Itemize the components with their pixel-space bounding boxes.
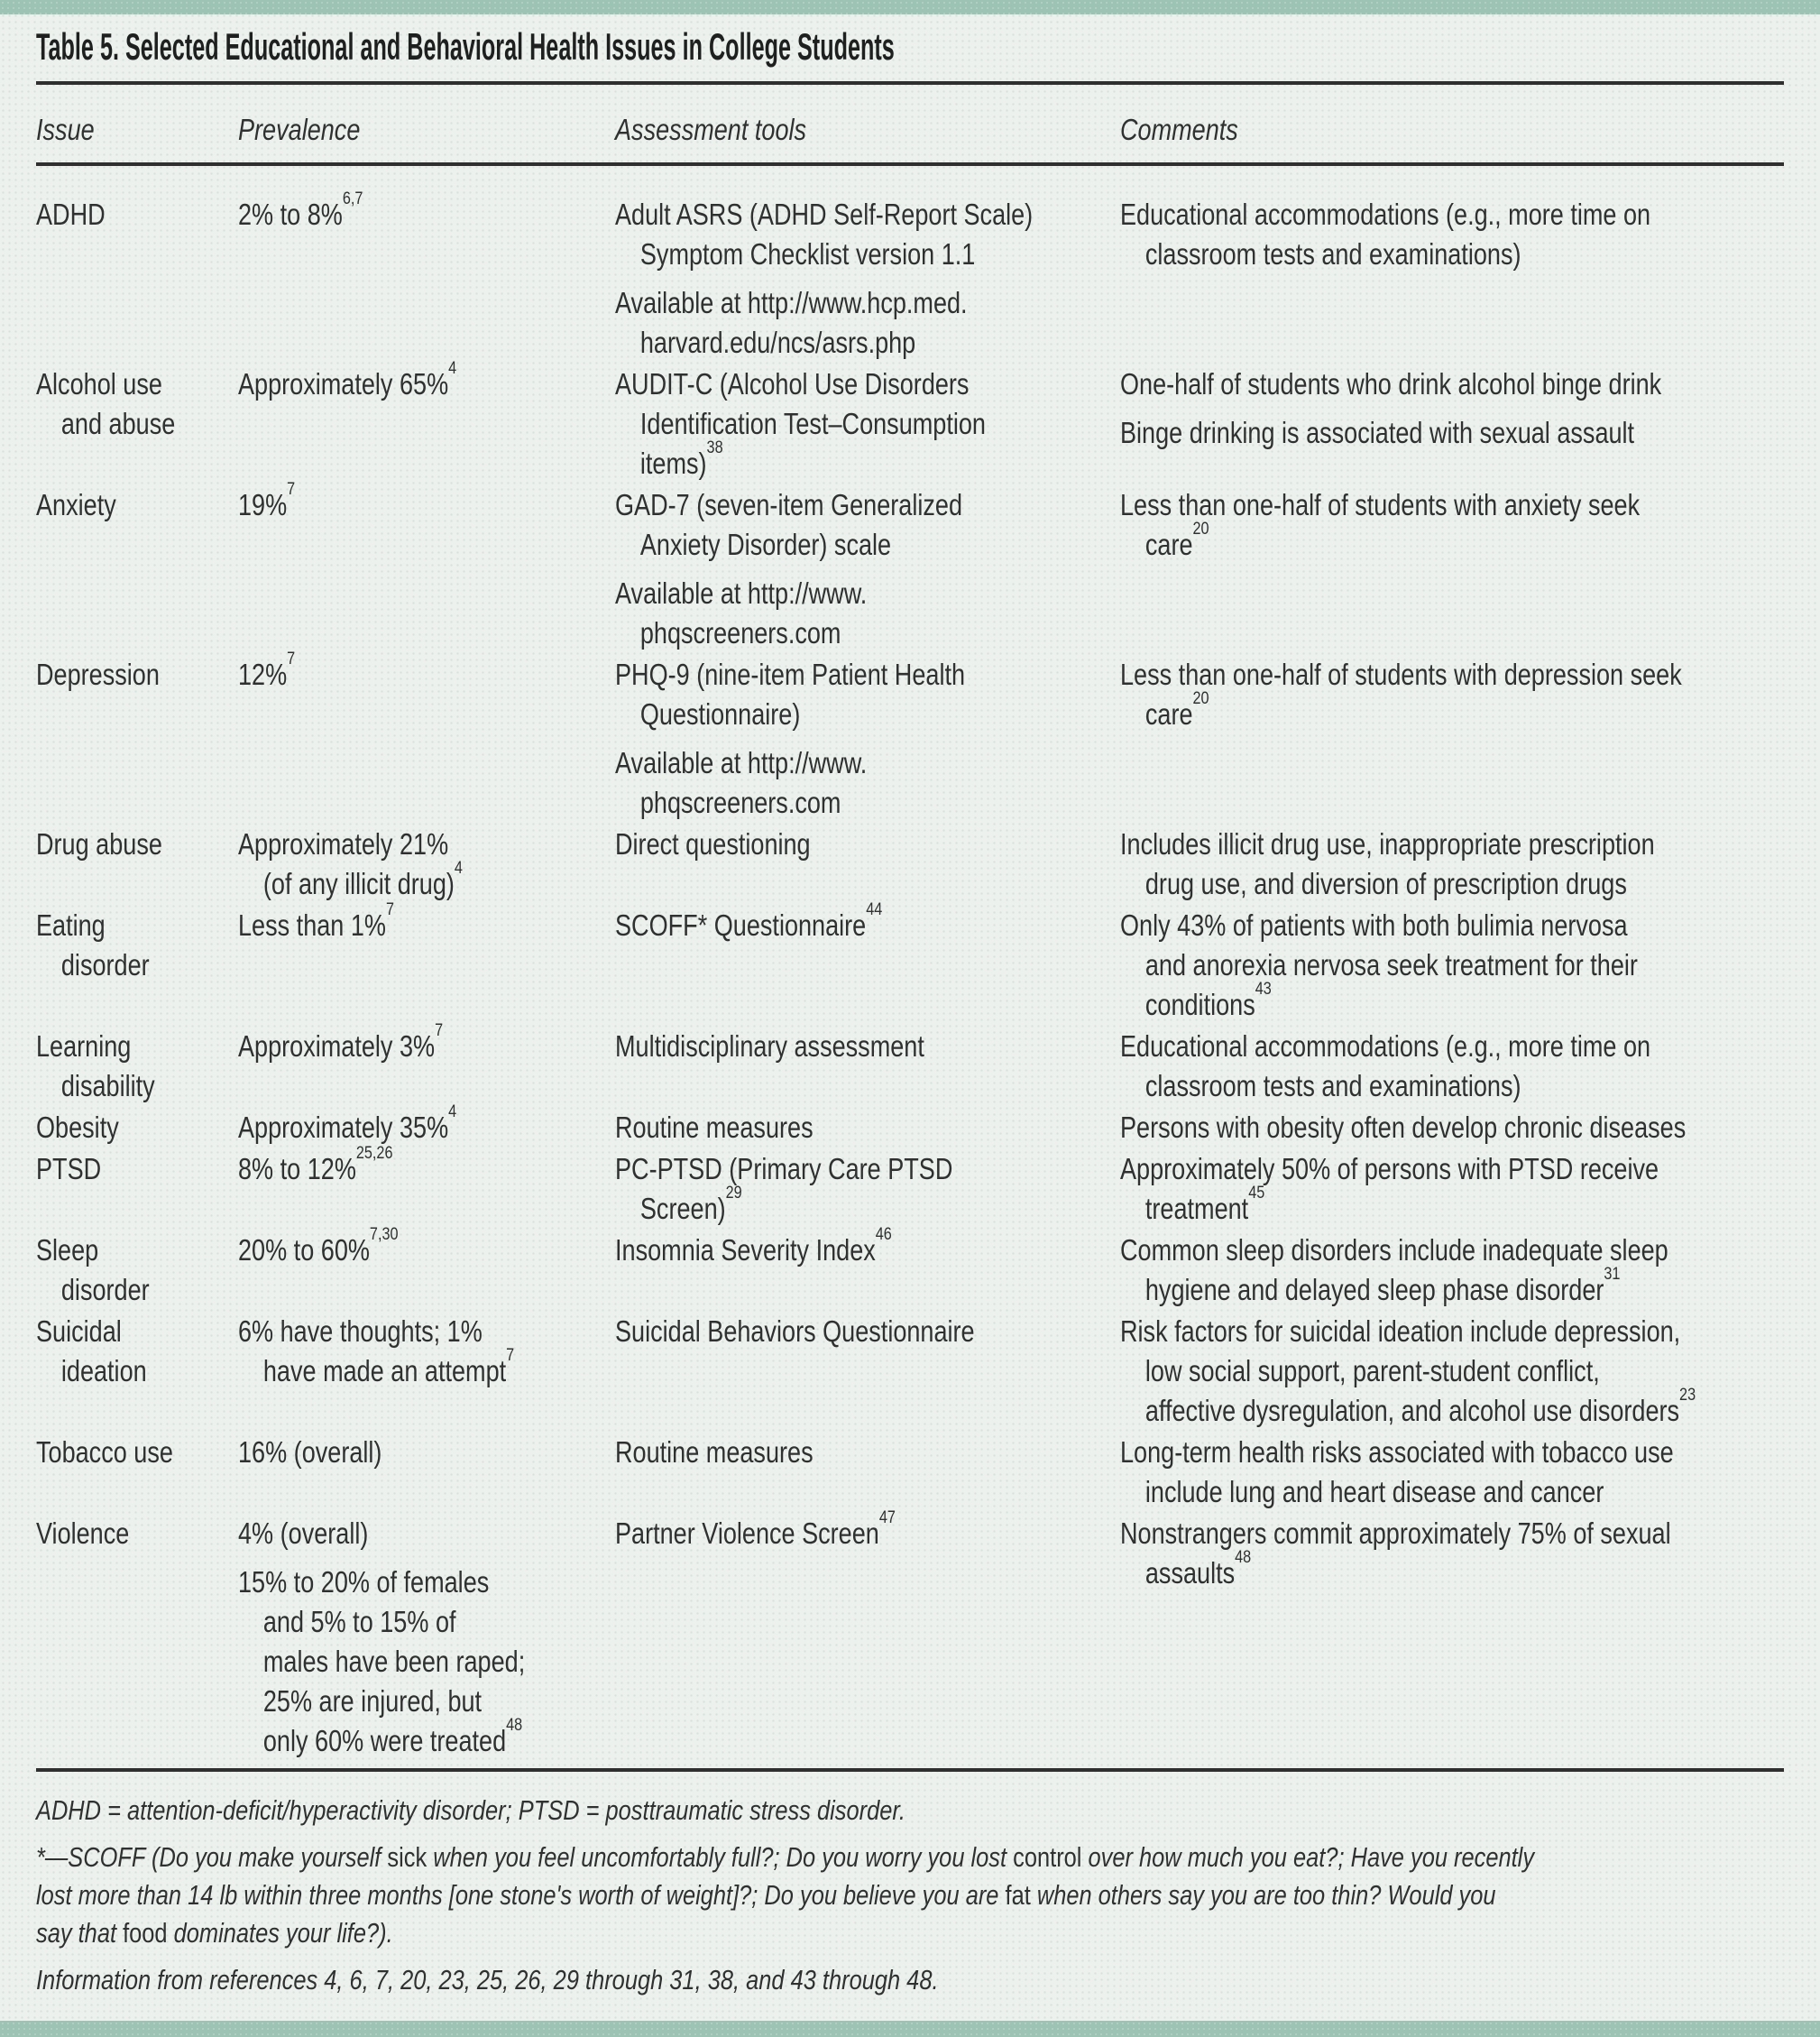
prevalence-cell-paragraph: 8% to 12%$^{25,26}$ [238, 1143, 393, 1185]
table-content [36, 25, 1784, 1999]
assessment-cell [615, 1149, 1120, 1229]
comments-cell [1120, 1027, 1784, 1106]
issue-cell-paragraph: Suicidal ideation [36, 1314, 147, 1387]
table-body [36, 166, 1784, 1761]
table-row [36, 1433, 1784, 1512]
comments-cell-paragraph: Common sleep disorders include inadequate sleep hygiene and delayed sleep phase disorder$^{31}$ [1120, 1233, 1668, 1306]
prevalence-cell [238, 1020, 615, 1106]
column-header-row [36, 85, 1784, 162]
issue-cell-paragraph: Anxiety [36, 488, 116, 521]
issue-cell-paragraph: Alcohol use and abuse [36, 367, 176, 440]
table-row [36, 899, 1784, 1025]
comments-cell-paragraph: Educational accommodations (e.g., more time on classroom tests and examinations) [1120, 1029, 1651, 1102]
assessment-cell [615, 1507, 1120, 1761]
assessment-cell [615, 1224, 1120, 1310]
prevalence-cell-paragraph: 16% (overall) [238, 1435, 382, 1469]
table-row [36, 1143, 1784, 1229]
assessment-cell-paragraph: Partner Violence Screen$^{47}$ [615, 1507, 896, 1550]
issue-cell-paragraph: Eating disorder [36, 908, 150, 982]
issue-cell [36, 1514, 238, 1761]
comments-cell [1120, 1108, 1784, 1148]
assessment-cell [615, 485, 1120, 653]
comments-cell [1120, 825, 1784, 904]
prevalence-cell-paragraph: 19%$^7$ [238, 479, 296, 521]
prevalence-cell-paragraph: 4% (overall) [238, 1516, 369, 1550]
assessment-cell [615, 825, 1120, 904]
comments-cell [1120, 1433, 1784, 1512]
table-row [36, 1224, 1784, 1310]
issue-cell-paragraph: Violence [36, 1516, 130, 1550]
assessment-cell [615, 1108, 1120, 1148]
assessment-cell-paragraph: Insomnia Severity Index$^{46}$ [615, 1224, 892, 1267]
assessment-cell-paragraph: Suicidal Behaviors Questionnaire [615, 1314, 975, 1348]
issue-cell-paragraph: ADHD [36, 198, 106, 231]
bottom-accent-band [0, 2021, 1820, 2037]
column-header-comments: Comments [1120, 113, 1238, 146]
table-row [36, 825, 1784, 904]
assessment-cell-paragraph: Routine measures [615, 1435, 813, 1469]
column-header-assessment-tools: Assessment tools [615, 113, 807, 146]
issue-cell [36, 195, 238, 363]
prevalence-cell [238, 899, 615, 1025]
comments-cell-paragraph: Nonstrangers commit approximately 75% of sexual assaults$^{48}$ [1120, 1516, 1671, 1590]
footnote-scoff: *—SCOFF (Do you make yourself sick when you feel uncomfortably full?; Do you worry you lost control over how much you eat?; Have you recently lost more than 14 lb within three months [one stone's worth of weight]?; Do you believe you are fat when others say you are too thin? Would you say that food dominates your life?). [36, 1841, 1535, 1949]
issue-cell-paragraph: Drug abuse [36, 827, 162, 861]
comments-cell [1120, 195, 1784, 363]
assessment-cell [615, 899, 1120, 1025]
assessment-cell-paragraph: Adult ASRS (ADHD Self-Report Scale) Symptom Checklist version 1.1 [615, 198, 1034, 271]
table-row [36, 479, 1784, 653]
prevalence-cell-paragraph: 2% to 8%$^{6,7}$ [238, 189, 363, 231]
table-title: Table 5. Selected Educational and Behavioral Health Issues in College Students [36, 25, 895, 68]
column-header-issue: Issue [36, 113, 95, 146]
comments-cell [1120, 655, 1784, 823]
assessment-cell-paragraph: Multidisciplinary assessment [615, 1029, 924, 1063]
prevalence-cell-paragraph: 6% have thoughts; 1% have made an attempt$^7$ [238, 1314, 515, 1387]
prevalence-cell-paragraph: Approximately 35%$^4$ [238, 1101, 457, 1144]
comments-cell-paragraph: Risk factors for suicidal ideation include depression, low social support, parent-student conflict, affective dysregulation, and alcohol use disorders$^{23}$ [1120, 1314, 1696, 1427]
comments-cell [1120, 364, 1784, 484]
issue-cell [36, 655, 238, 823]
footer-rule [36, 1768, 1784, 1772]
issue-cell-paragraph: Tobacco use [36, 1435, 173, 1469]
comments-cell [1120, 1230, 1784, 1310]
column-header-prevalence: Prevalence [238, 113, 361, 146]
prevalence-cell [238, 189, 615, 363]
assessment-cell [615, 195, 1120, 363]
assessment-cell-paragraph: AUDIT-C (Alcohol Use Disorders Identification Test–Consumption items)$^{38}$ [615, 367, 986, 480]
comments-cell-paragraph: Persons with obesity often develop chronic diseases [1120, 1111, 1687, 1144]
issue-cell [36, 364, 238, 484]
top-accent-band [0, 0, 1820, 14]
prevalence-cell [238, 358, 615, 484]
comments-cell [1120, 485, 1784, 653]
prevalence-cell-paragraph: Less than 1%$^7$ [238, 899, 395, 942]
prevalence-cell-paragraph: Approximately 65%$^4$ [238, 358, 457, 401]
assessment-cell-paragraph: PC-PTSD (Primary Care PTSD Screen)$^{29}$ [615, 1152, 953, 1225]
table-row [36, 1020, 1784, 1106]
assessment-cell [615, 655, 1120, 823]
comments-cell-paragraph: Approximately 50% of persons with PTSD receive treatment$^{45}$ [1120, 1152, 1659, 1225]
assessment-cell [615, 1433, 1120, 1512]
comments-cell-paragraph: Less than one-half of students with anxiety seek care$^{20}$ [1120, 488, 1641, 561]
prevalence-cell [238, 1101, 615, 1148]
prevalence-cell [238, 1312, 615, 1431]
issue-cell [36, 825, 238, 904]
table-row [36, 649, 1784, 823]
prevalence-cell-paragraph: 15% to 20% of females and 5% to 15% of males have been raped; 25% are injured, but only 60% were treated$^{48}$ [238, 1565, 526, 1757]
prevalence-cell-paragraph: Approximately 21% (of any illicit drug)$^4$ [238, 827, 463, 900]
comments-cell [1120, 1149, 1784, 1229]
assessment-cell-paragraph: Available at http://www. phqscreeners.com [615, 576, 868, 650]
comments-cell [1120, 1514, 1784, 1761]
issue-cell-paragraph: Sleep disorder [36, 1233, 150, 1306]
comments-cell-paragraph: Long-term health risks associated with tobacco use include lung and heart disease and cancer [1120, 1435, 1674, 1508]
prevalence-cell-paragraph: 12%$^7$ [238, 649, 296, 691]
issue-cell-paragraph: Learning disability [36, 1029, 155, 1102]
assessment-cell [615, 1312, 1120, 1431]
issue-cell [36, 1149, 238, 1229]
issue-cell [36, 1230, 238, 1310]
assessment-cell-paragraph: Available at http://www. phqscreeners.com [615, 746, 868, 819]
issue-cell-paragraph: Depression [36, 658, 160, 691]
comments-cell-paragraph: Includes illicit drug use, inappropriate prescription drug use, and diversion of prescription drugs [1120, 827, 1655, 900]
table-row [36, 189, 1784, 363]
issue-cell [36, 1312, 238, 1431]
assessment-cell [615, 364, 1120, 484]
table-row [36, 358, 1784, 484]
prevalence-cell [238, 1143, 615, 1229]
footnote-abbreviations: ADHD = attention-deficit/hyperactivity disorder; PTSD = posttraumatic stress disorder. [36, 1794, 905, 1826]
comments-cell [1120, 906, 1784, 1025]
issue-cell [36, 485, 238, 653]
prevalence-cell [238, 1433, 615, 1512]
assessment-cell-paragraph: Available at http://www.hcp.med. harvard.edu/ncs/asrs.php [615, 286, 968, 359]
assessment-cell-paragraph: PHQ-9 (nine-item Patient Health Questionnaire) [615, 658, 966, 731]
prevalence-cell-paragraph: 20% to 60%$^{7,30}$ [238, 1224, 399, 1267]
issue-cell-paragraph: Obesity [36, 1111, 119, 1144]
issue-cell [36, 1027, 238, 1106]
issue-cell [36, 1108, 238, 1148]
prevalence-cell-paragraph: Approximately 3%$^7$ [238, 1020, 444, 1063]
comments-cell [1120, 1312, 1784, 1431]
comments-cell-paragraph: Less than one-half of students with depression seek care$^{20}$ [1120, 658, 1682, 731]
comments-cell-paragraph: Educational accommodations (e.g., more time on classroom tests and examinations) [1120, 198, 1651, 271]
assessment-cell-paragraph: Routine measures [615, 1111, 813, 1144]
table-row [36, 1507, 1784, 1761]
prevalence-cell [238, 479, 615, 653]
table-row [36, 1312, 1784, 1431]
prevalence-cell [238, 1224, 615, 1310]
prevalence-cell [238, 825, 615, 904]
assessment-cell [615, 1027, 1120, 1106]
comments-cell-paragraph: Binge drinking is associated with sexual assault [1120, 416, 1635, 449]
issue-cell [36, 906, 238, 1025]
table-row [36, 1101, 1784, 1148]
comments-cell-paragraph: One-half of students who drink alcohol binge drink [1120, 367, 1662, 401]
footnote-source: Information from references 4, 6, 7, 20, 23, 25, 26, 29 through 31, 38, and 43 through 48. [36, 1964, 939, 1996]
prevalence-cell [238, 649, 615, 823]
prevalence-cell [238, 1514, 615, 1761]
assessment-cell-paragraph: SCOFF* Questionnaire$^{44}$ [615, 899, 883, 942]
issue-cell [36, 1433, 238, 1512]
assessment-cell-paragraph: GAD-7 (seven-item Generalized Anxiety Disorder) scale [615, 488, 963, 561]
comments-cell-paragraph: Only 43% of patients with both bulimia nervosa and anorexia nervosa seek treatment for their conditions$^{43}$ [1120, 908, 1638, 1021]
assessment-cell-paragraph: Direct questioning [615, 827, 811, 861]
issue-cell-paragraph: PTSD [36, 1152, 102, 1185]
